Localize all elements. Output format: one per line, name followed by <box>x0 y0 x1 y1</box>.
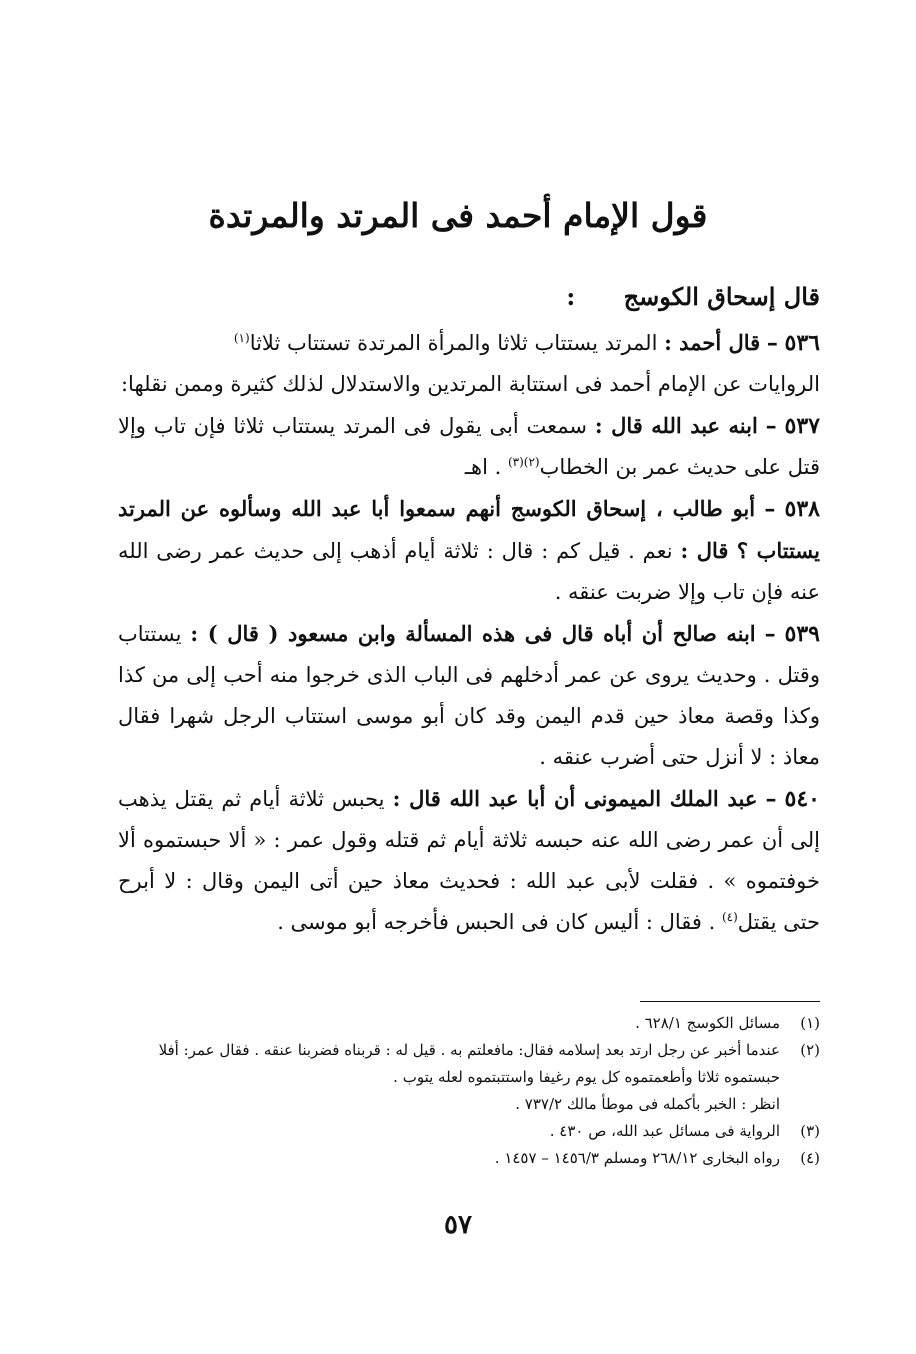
page-number: ٥٧ <box>444 1210 472 1240</box>
entry-after: . فقال : أليس كان فى الحبس فأخرجه أبو موسى . <box>277 910 716 934</box>
entry-speaker: ابنه صالح أن أباه قال فى هذه المسألة وابن مسعود ( قال ) : <box>190 621 756 646</box>
entry-text: يحبس ثلاثة أيام ثم يقتل يذهب إلى أن عمر رضى الله عنه حبسه ثلاثة أيام ثم قتله وقول عمر : « ألا حبستموه ألا خوفتموه » . فقلت لأبى عبد الله : فحديث معاذ حين أتى اليمن وقال : لا أبرح حتى يقتل <box>118 787 820 934</box>
entry-text: يستتاب وقتل . وحديث يروى عن عمر أدخلهم فى الباب الذى خرجوا منه أحب إلى من كذا وكذا وقصة معاذ حين قدم اليمن وقد كان أبو موسى استتاب الرجل شهرا فقال معاذ : لا أنزل حتى أضرب عنقه . <box>118 622 820 769</box>
entry-text: نعم . قيل كم : قال : ثلاثة أيام أذهب إلى حديث عمر رضى الله عنه فإن تاب وإلا ضربت عنقه . <box>118 539 820 604</box>
entry-text: المرتد يستتاب ثلاثا والمرأة المرتدة تستتاب ثلاثا <box>249 331 658 355</box>
intro-line <box>566 282 820 311</box>
footnote-text: رواه البخارى ٢٦٨/١٢ ومسلم ١٤٥٦/٣ – ١٤٥٧ . <box>494 1149 780 1167</box>
entry-text: سمعت أبى يقول فى المرتد يستتاب ثلاثا فإن تاب وإلا قتل على حديث عمر بن الخطاب <box>118 414 820 479</box>
intro-text: قال إسحاق الكوسج <box>623 282 820 311</box>
footnote <box>118 1037 820 1091</box>
entry-note <box>118 364 820 405</box>
entry-number: ٥٤٠ <box>784 786 820 812</box>
entry-number: ٥٣٨ <box>784 496 820 522</box>
footnote-ref: (٤) <box>721 910 738 924</box>
entry-539 <box>118 613 820 778</box>
main-text <box>118 322 820 943</box>
entry-540 <box>118 778 820 943</box>
footnote-text: الرواية فى مسائل عبد الله، ص ٤٣٠ . <box>549 1122 780 1140</box>
footnote-text: عندما أخبر عن رجل ارتد بعد إسلامه فقال: مافعلتم به . قيل له : قربناه فضربنا عنقه . فقال عمر: أفلا حبستموه ثلاثا وأطعمتموه كل يوم رغيفا واستتبتموه لعله يتوب . <box>158 1041 780 1086</box>
entry-speaker: ابنه عبد الله قال : <box>594 413 758 438</box>
entry-text: الروايات عن الإمام أحمد فى استتابة المرتدين والاستدلال لذلك كثيرة وممن نقلها: <box>120 372 820 396</box>
entry-538 <box>118 488 820 613</box>
entry-dash: – <box>764 496 776 522</box>
footnote-divider <box>640 1001 820 1002</box>
footnote <box>118 1010 820 1037</box>
footnote-number: (٢) <box>800 1041 820 1059</box>
entry-dash: – <box>765 786 777 812</box>
footnote-text: انظر : الخبر بأكمله فى موطأ مالك ٧٣٧/٢ . <box>515 1095 780 1113</box>
entry-number: ٥٣٦ <box>784 330 820 356</box>
footnotes <box>118 1010 820 1172</box>
entry-536 <box>118 322 820 364</box>
footnote-ref: (٢)(٣) <box>507 455 540 469</box>
entry-speaker: أبو طالب ، إسحاق الكوسج أنهم سمعوا أبا عبد الله وسألوه عن المرتد يستتاب ؟ قال : <box>118 496 820 563</box>
footnote <box>118 1145 820 1172</box>
footnote-continuation <box>118 1091 820 1118</box>
entry-speaker: عبد الملك الميمونى أن أبا عبد الله قال : <box>392 786 758 811</box>
footnote-number: (١) <box>800 1014 820 1032</box>
entry-after: . اهـ <box>464 455 502 479</box>
entry-number: ٥٣٩ <box>784 621 820 647</box>
entry-number: ٥٣٧ <box>784 413 820 439</box>
footnote-ref: (١) <box>233 331 250 345</box>
footnote-number: (٤) <box>800 1149 820 1167</box>
entry-dash: – <box>765 413 777 439</box>
footnote <box>118 1118 820 1145</box>
entry-dash: – <box>766 330 778 356</box>
page-title: قول الإمام أحمد فى المرتد والمرتدة <box>208 196 708 235</box>
footnote-text: مسائل الكوسج ٦٢٨/١ . <box>635 1014 780 1032</box>
intro-colon: : <box>566 282 576 311</box>
entry-537 <box>118 405 820 488</box>
footnote-number: (٣) <box>800 1122 820 1140</box>
entry-speaker: قال أحمد : <box>664 330 761 355</box>
entry-dash: – <box>764 621 776 647</box>
